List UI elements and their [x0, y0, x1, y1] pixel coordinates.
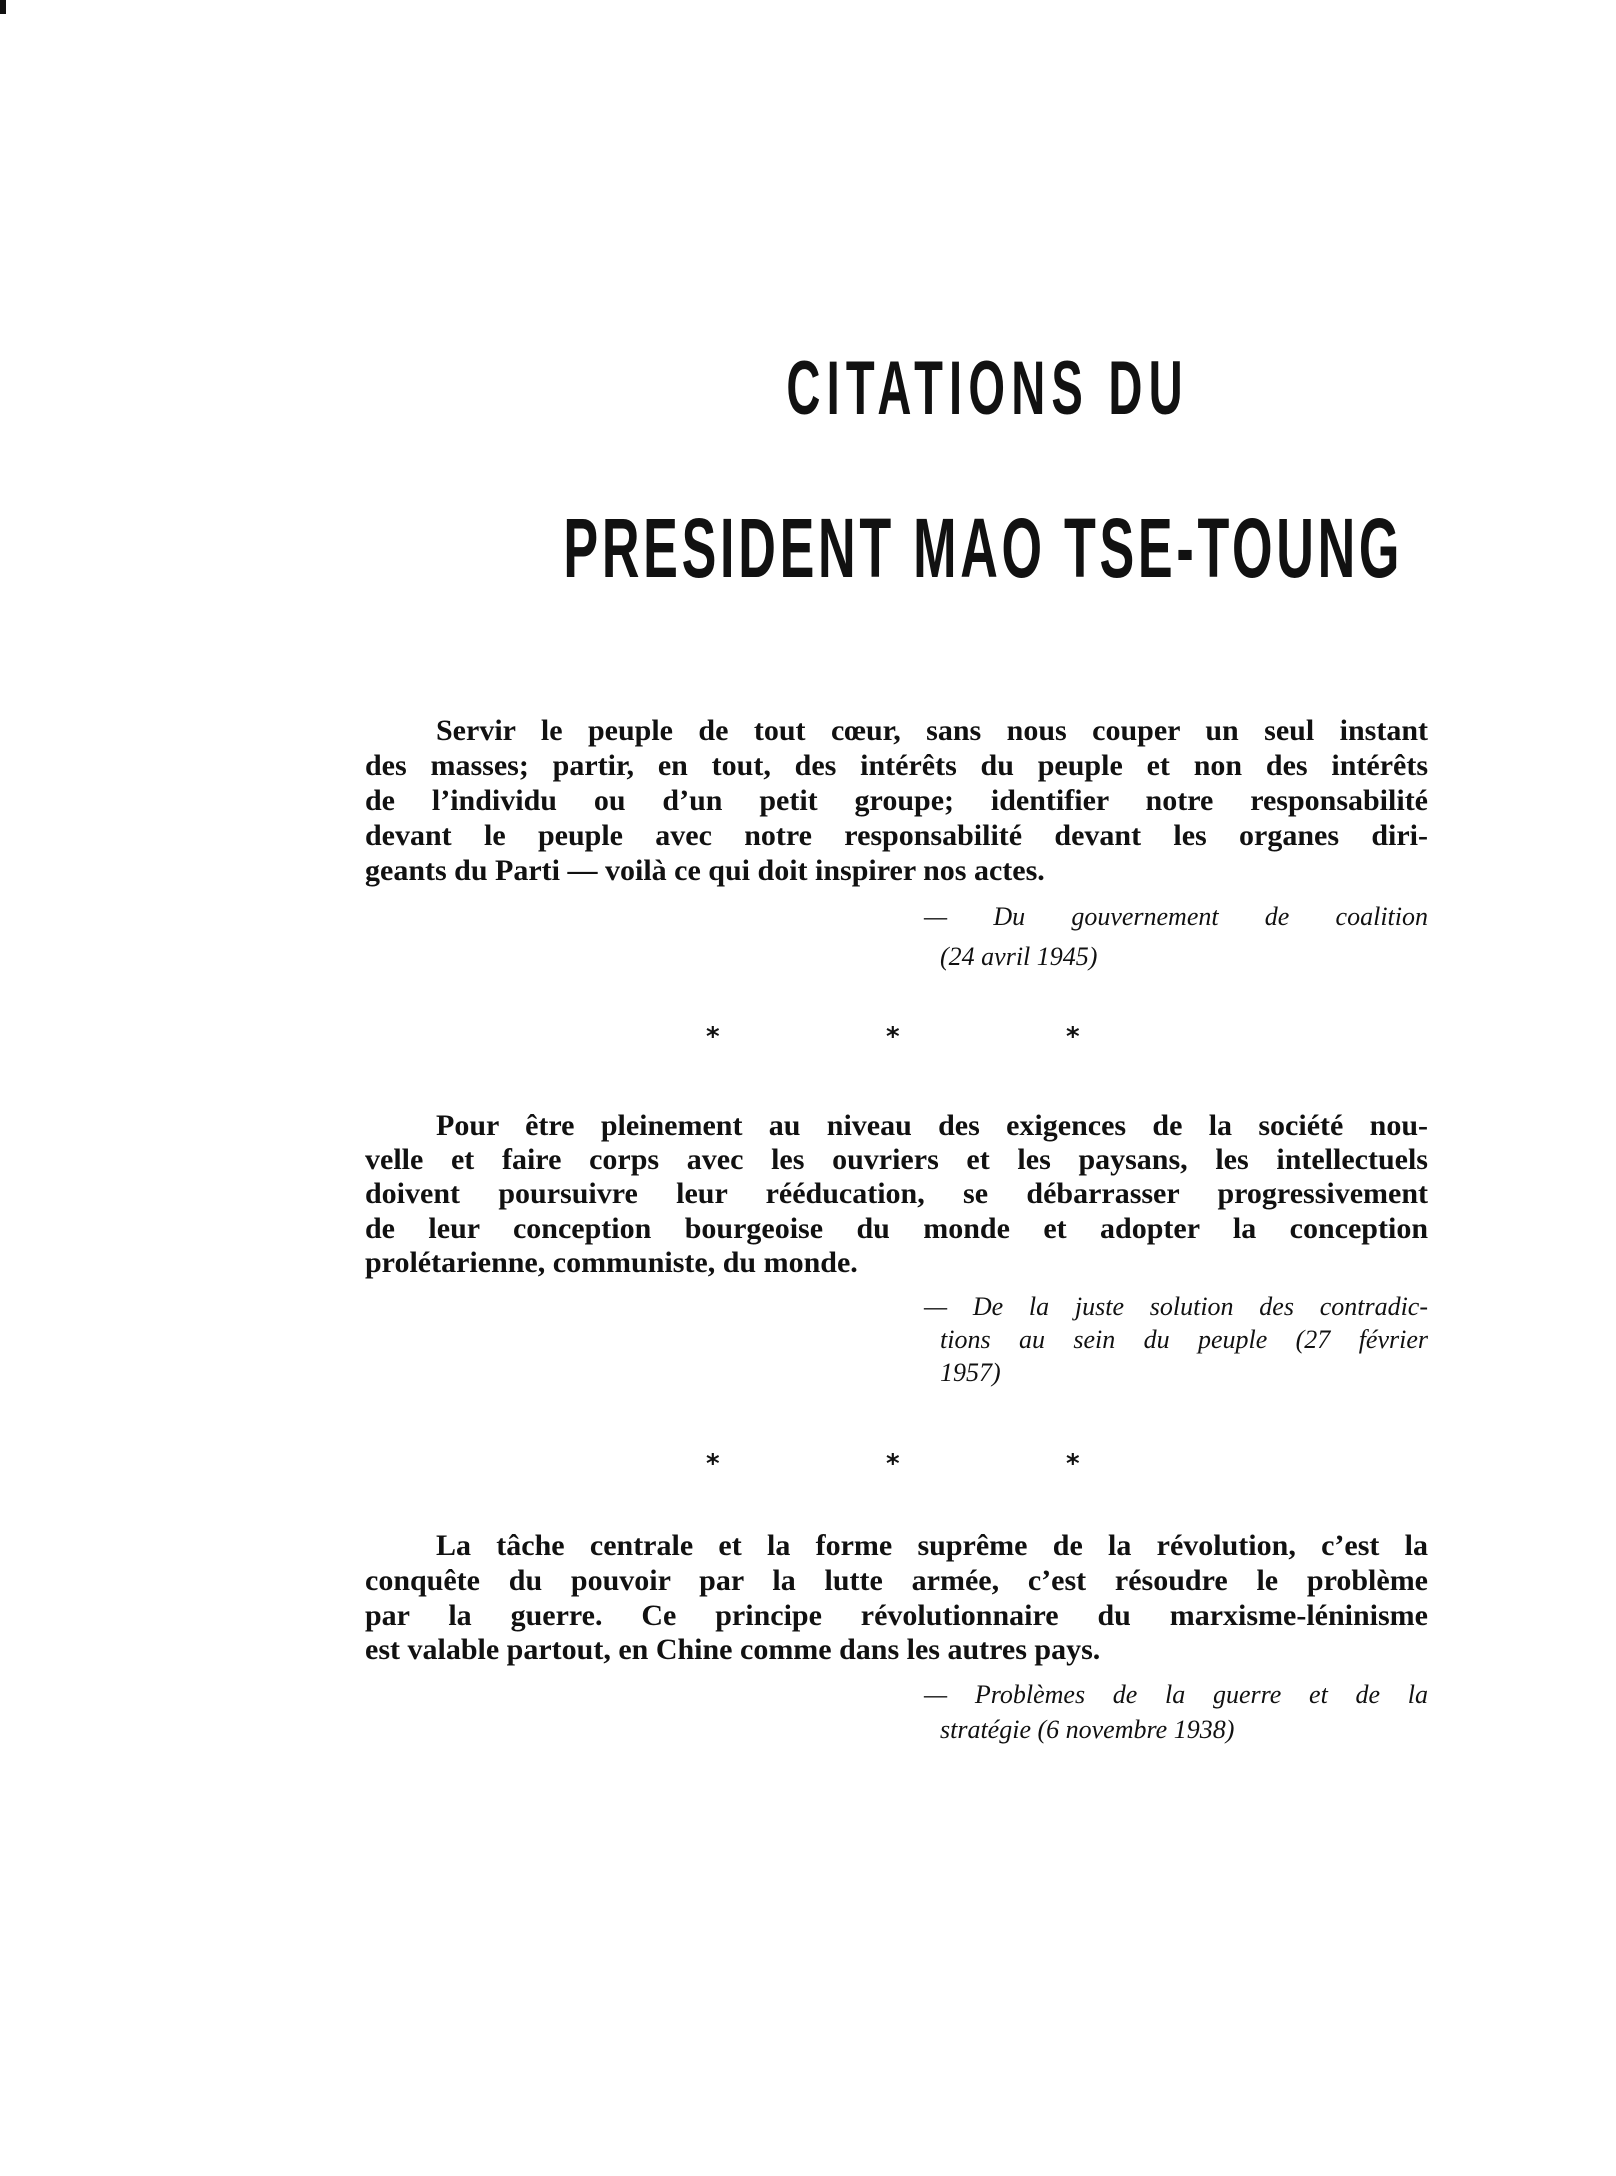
quote-line: de leur conception bourgeoise du monde et adopter la conception	[365, 1212, 1428, 1245]
quote-line: La tâche centrale et la forme suprême de la révolution, c’est la	[436, 1529, 1428, 1562]
quote-source: stratégie (6 novembre 1938)	[940, 1715, 1235, 1744]
asterisk: *	[886, 1449, 900, 1479]
title-line-1	[0, 345, 1616, 432]
title-line-2	[0, 500, 1616, 597]
quote-line: des masses; partir, en tout, des intérêts du peuple et non des intérêts	[365, 749, 1428, 782]
asterisk: *	[1066, 1022, 1080, 1052]
title-text: CITATIONS DU	[786, 346, 1190, 431]
quote-source: — Du gouvernement de coalition	[924, 902, 1428, 931]
quote-line: de l’individu ou d’un petit groupe; identifier notre responsabilité	[365, 784, 1428, 817]
quote-line: devant le peuple avec notre responsabilité devant les organes diri-	[365, 819, 1428, 852]
quote-line: Pour être pleinement au niveau des exigences de la société nou-	[436, 1109, 1428, 1142]
quote-source: (24 avril 1945)	[940, 942, 1098, 971]
quote-line: geants du Parti — voilà ce qui doit inspirer nos actes.	[365, 854, 1045, 887]
scan-edge-mark	[0, 0, 6, 14]
quote-source: — Problèmes de la guerre et de la	[924, 1680, 1428, 1709]
quote-line: doivent poursuivre leur rééducation, se débarrasser progressivement	[365, 1177, 1428, 1210]
asterisk: *	[1066, 1449, 1080, 1479]
title-text: PRESIDENT MAO TSE-TOUNG	[563, 501, 1403, 595]
quote-line: est valable partout, en Chine comme dans les autres pays.	[365, 1633, 1101, 1666]
quote-source: tions au sein du peuple (27 février	[940, 1325, 1428, 1354]
quote-source: — De la juste solution des contradic-	[924, 1292, 1428, 1321]
quote-line: conquête du pouvoir par la lutte armée, c’est résoudre le problème	[365, 1564, 1428, 1597]
asterisk: *	[706, 1449, 720, 1479]
asterisk: *	[886, 1022, 900, 1052]
quote-line: prolétarienne, communiste, du monde.	[365, 1246, 858, 1279]
quote-line: par la guerre. Ce principe révolutionnaire du marxisme-léninisme	[365, 1599, 1428, 1632]
quote-source: 1957)	[940, 1358, 1001, 1387]
quote-line: Servir le peuple de tout cœur, sans nous couper un seul instant	[436, 714, 1428, 747]
quote-line: velle et faire corps avec les ouvriers et les paysans, les intellectuels	[365, 1143, 1428, 1176]
asterisk: *	[706, 1022, 720, 1052]
